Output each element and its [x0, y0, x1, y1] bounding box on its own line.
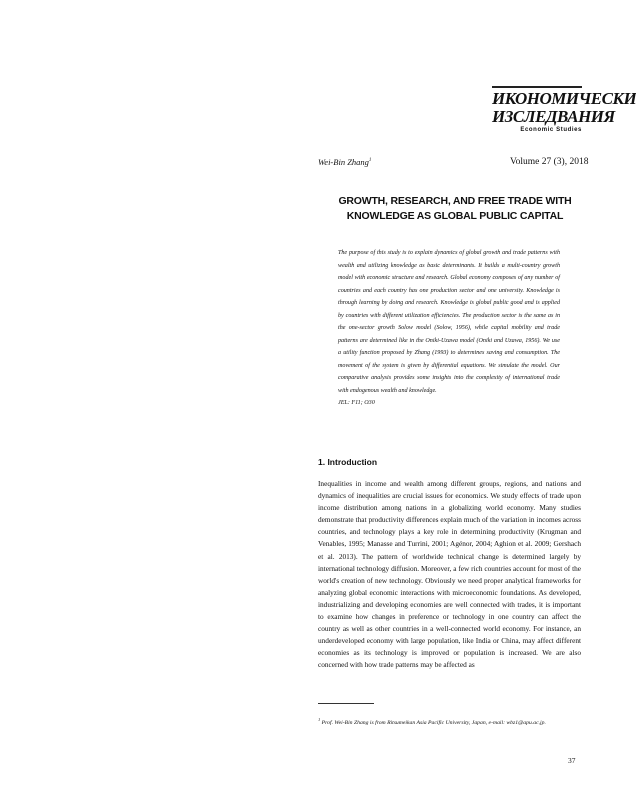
author-name — [318, 157, 371, 167]
jel-codes: JEL: F11; O30 — [338, 400, 375, 406]
journal-logo — [492, 86, 636, 133]
logo-rule — [492, 86, 582, 88]
footnote-rule — [318, 703, 374, 704]
abstract — [338, 247, 560, 410]
abstract-text: The purpose of this study is to explain dynamics of global growth and trade patterns with wealth and utilizing knowledge as basic determinants. It builds a multi-country growth model with economic structure and research. Global economy composes of any number of countries and each country has one production sector and one university. Knowledge is through learning by doing and research. Knowledge is global public good and is applied by countries with different utilization efficiencies. The production sector is the same as in the one-sector growth Solow model (Solow, 1956), while capital mobility and trade patterns are determined like in the Oniki-Uzawa model (Oniki and Uzawa, 1956). We use a utility function proposed by Zhang (1993) to determines saving and consumption. The movement of the system is given by differential equations. We simulate the model. Our comparative analysis provides some insights into the complexity of international trade with endogenous wealth and knowledge. — [338, 250, 560, 394]
paper-title: GROWTH, RESEARCH, AND FREE TRADE WITH KNOWLEDGE AS GLOBAL PUBLIC CAPITAL — [338, 195, 572, 222]
footnote-text: Prof. Wei-Bin Zhang is from Ritsumeikan Asia Pacific University, Japan, e-mail: wbz1@apu.ac.jp. — [321, 719, 546, 726]
author-footnote-mark: 1 — [368, 158, 372, 164]
introduction-text: Inequalities in income and wealth among different groups, regions, and nations and dynamics of inequalities are crucial issues for economics. We study effects of trade upon income distribution among nations in a globalizing world economy. Many studies demonstrate that productivity differences explain much of the variation in incomes across countries, and technology plays a key role in determining productivity (Krugman and Venables, 1995; Manasse and Turrini, 2001; Agénor, 2004; Aghion et al. 2009; Gershach et al. 2013). The pattern of worldwide technical change is determined largely by international technology diffusion. Moreover, a few rich countries account for most of the world's creation of new technology. Obviously we need proper analytical frameworks for analyzing global economic interactions with microeconomic foundations. As developed, industrializing and developing economies are well connected with trades, it is important to examine how changes in preference or technology in one country can affect the country as well as other countries in a well-connected world economy. For instance, an underdeveloped economy with large population, like India or China, may affect different economies as its technology is improved or population is increased. We are also concerned with how trade patterns may be affected as — [318, 479, 581, 670]
journal-name-line2: ИЗСЛЕДВАНИЯ — [492, 107, 615, 126]
volume-info: Volume 27 (3), 2018 — [510, 157, 589, 167]
journal-name-english: Economic Studies — [520, 127, 582, 133]
footnote — [318, 717, 581, 726]
author-name-text: Wei-Bin Zhang — [318, 157, 369, 167]
footnote-mark: 1 — [318, 717, 321, 722]
journal-name-line1: ИКОНОМИЧЕСКИ — [492, 89, 636, 108]
page-number: 37 — [568, 756, 576, 765]
section-heading: 1. Introduction — [318, 457, 378, 467]
